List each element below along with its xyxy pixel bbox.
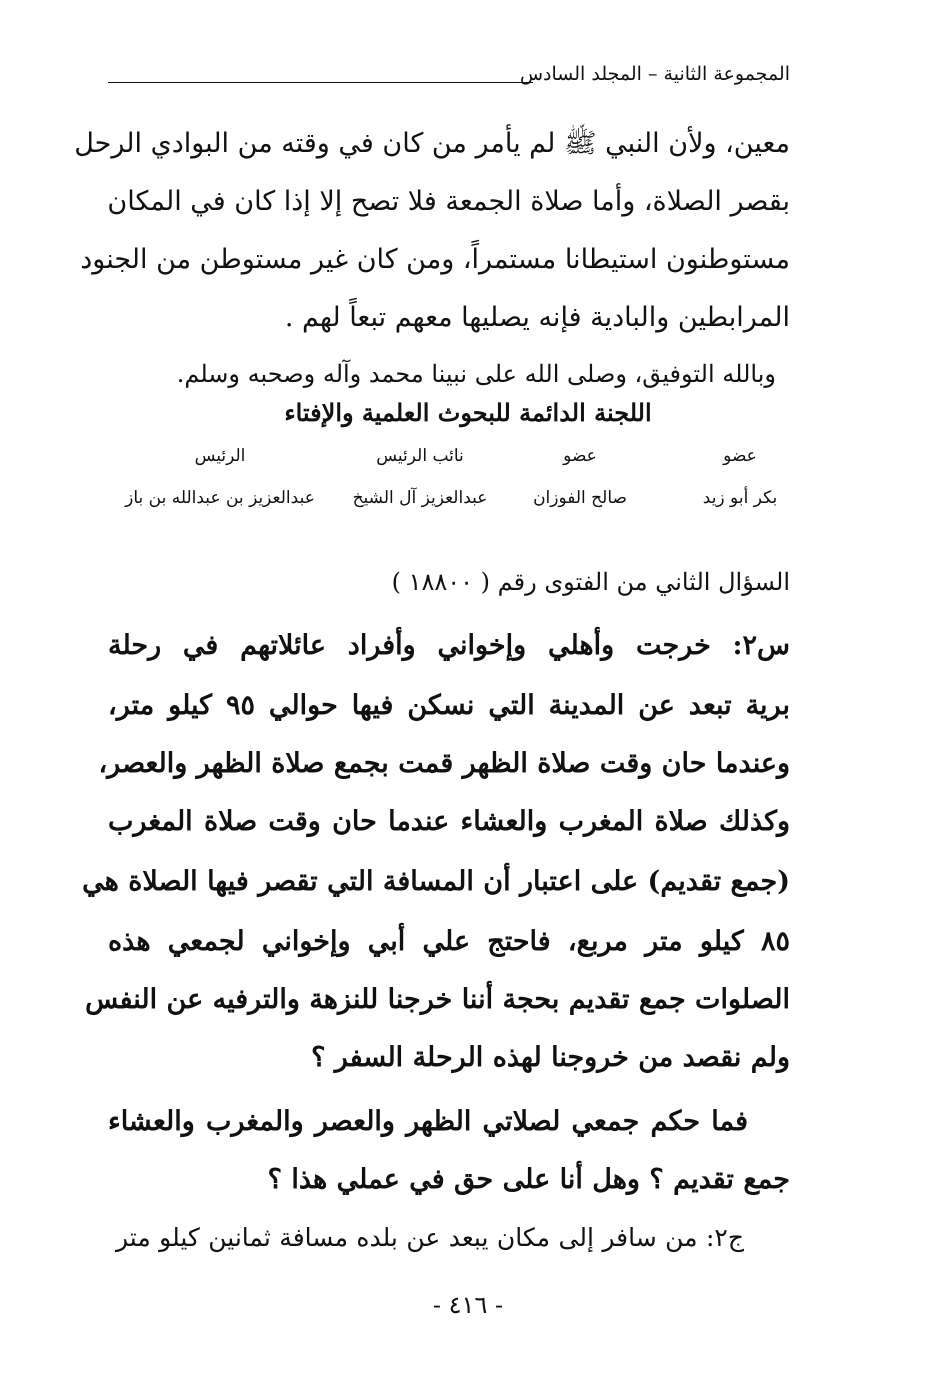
question-line: ولم نقصد من خروجنا لهذه الرحلة السفر ؟: [311, 1042, 790, 1073]
signatory-role: الرئيس: [194, 446, 246, 466]
signatory-role: عضو: [563, 446, 597, 466]
signatory-name: صالح الفوزان: [533, 488, 627, 508]
question-line: وعندما حان وقت صلاة الظهر قمت بجمع صلاة الظهر والعصر،: [98, 748, 790, 779]
paragraph-line: معين، ولأن النبي ﷺ لم يأمر من كان في وقته من البوادي الرحل: [74, 128, 790, 159]
question-line: فما حكم جمعي لصلاتي الظهر والعصر والمغرب والعشاء: [108, 1106, 748, 1137]
question-line: الصلوات جمع تقديم بحجة أننا خرجنا للنزهة والترفيه عن النفس: [85, 984, 790, 1015]
signatory-name: عبدالعزيز بن عبدالله بن باز: [125, 488, 315, 508]
running-header: المجموعة الثانية – المجلد السادس: [519, 63, 790, 85]
paragraph-line: المرابطين والبادية فإنه يصليها معهم تبعاً لهم .: [284, 302, 790, 333]
answer-line: ج٢: من سافر إلى مكان يبعد عن بلده مسافة ثمانين كيلو متر: [116, 1223, 744, 1252]
paragraph-line: مستوطنون استيطانا مستمراً، ومن كان غير مستوطن من الجنود: [80, 244, 790, 275]
committee-title: اللجنة الدائمة للبحوث العلمية والإفتاء: [284, 398, 652, 427]
question-line: برية تبعد عن المدينة التي نسكن فيها حوالي ٩٥ كيلو متر،: [108, 690, 790, 721]
signatory-name: عبدالعزيز آل الشيخ: [352, 488, 488, 508]
signatory-role: عضو: [723, 446, 757, 466]
signatory-name: بكر أبو زيد: [702, 488, 778, 508]
question-heading: السؤال الثاني من الفتوى رقم ( ١٨٨٠٠ ): [391, 568, 790, 596]
question-line: (جمع تقديم) على اعتبار أن المسافة التي تقصر فيها الصلاة هي: [82, 866, 790, 897]
signatory-role: نائب الرئيس: [376, 446, 464, 466]
paragraph-line: بقصر الصلاة، وأما صلاة الجمعة فلا تصح إلا إذا كان في المكان: [107, 186, 790, 217]
question-line: وكذلك صلاة المغرب والعشاء عندما حان وقت صلاة المغرب: [108, 806, 790, 837]
closing-line: وبالله التوفيق، وصلى الله على نبينا محمد وآله وصحبه وسلم.: [176, 360, 776, 388]
question-line: س٢: خرجت وأهلي وإخواني وأفراد عائلاتهم في رحلة: [108, 630, 790, 661]
question-line: جمع تقديم ؟ وهل أنا على حق في عملي هذا ؟: [267, 1164, 790, 1195]
question-line: ٨٥ كيلو متر مربع، فاحتج علي أبي وإخواني لجمعي هذه: [108, 926, 790, 957]
header-rule: [108, 82, 533, 83]
page-number: - ٤١٦ -: [432, 1291, 504, 1319]
